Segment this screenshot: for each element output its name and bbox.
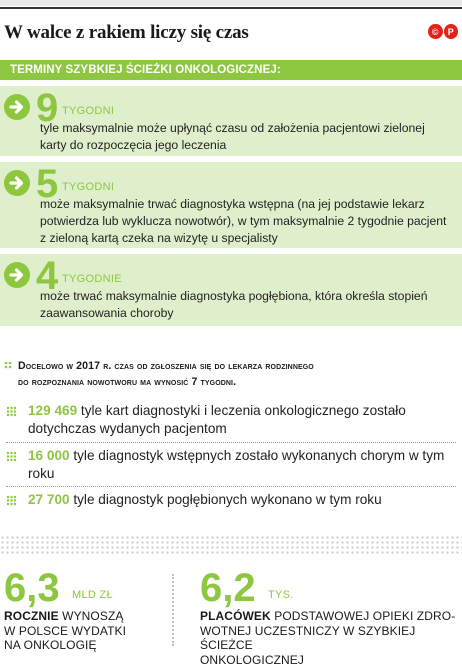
page-title: W walce z rakiem liczy się czas [4, 22, 249, 44]
arrow-right-icon [4, 94, 30, 120]
facilities-bold-word: PLACÓWEK [200, 609, 271, 623]
spending-line-3: NA ONKOLOGIĘ [4, 638, 169, 653]
dots-grid-icon [6, 495, 17, 506]
banner-text: TERMINY SZYBKIEJ ŚCIEŻKI ONKOLOGICZNEJ: [10, 64, 281, 76]
dots-grid-icon [6, 406, 17, 417]
spending-description [4, 609, 169, 653]
stat-text [28, 491, 453, 509]
term-description: może maksymalnie trwać diagnostyka wstępna (na jej podstawie lekarz potwierdza lub wyklucza nowotwór), w tym maksymalnie 2 tygodnie pacjent z zieloną kartą czeka na wizytę u specjalisty [40, 196, 450, 247]
facilities-number: 6,2 [200, 568, 256, 608]
facilities-description [200, 609, 458, 667]
goal-line-1: Docelowo w 2017 r. czas od zgłoszenia się do lekarza rodzinnego [18, 358, 448, 374]
term-unit: TYGODNIE [62, 273, 122, 285]
stat-item-cards [6, 402, 456, 440]
logo-p-mark: P [444, 24, 459, 39]
term-unit: TYGODNI [62, 181, 114, 193]
spending-bold-word: ROCZNIE [4, 609, 59, 623]
facilities-line-1: PODSTAWOWEJ OPIEKI ZDRO- [271, 609, 456, 623]
dotted-divider-band [0, 535, 462, 555]
stat-text [28, 447, 453, 483]
title-rule [0, 7, 462, 9]
section-banner [0, 60, 462, 80]
term-number: 9 [36, 88, 58, 128]
dots-grid-icon [6, 451, 17, 462]
spending-line-1: WYNOSZĄ [59, 609, 124, 623]
term-number: 4 [36, 256, 58, 296]
stat-description: tyle diagnostyk pogłębionych wykonano w tym roku [70, 492, 382, 507]
goal-statement [18, 358, 448, 390]
stat-number: 129 469 [28, 403, 77, 418]
dots-bullet-icon [4, 361, 14, 369]
term-block-9 [0, 86, 462, 156]
stat-separator [6, 442, 456, 443]
facilities-line-3: ONKOLOGICZNEJ [200, 653, 458, 667]
term-number: 5 [36, 164, 58, 204]
stat-item-initial-diagnostics [6, 447, 456, 485]
top-grey-band [0, 0, 462, 6]
logo-copyright-mark: © [428, 24, 443, 39]
stat-number: 16 000 [28, 448, 70, 463]
publisher-logo [428, 24, 458, 40]
stat-text [28, 402, 453, 438]
goal-line-2: do rozpoznania nowotworu ma wynosić 7 tygodni. [18, 374, 448, 390]
stat-description: tyle kart diagnostyki i leczenia onkologicznego zostało dotychczas wydanych pacjentom [28, 403, 406, 436]
term-unit: TYGODNI [62, 105, 114, 117]
facilities-line-2: WOTNEJ UCZESTNICZY W SZYBKIEJ ŚCIEŻCE [200, 624, 458, 653]
arrow-right-icon [4, 262, 30, 288]
term-description: może trwać maksymalnie diagnostyka pogłębiona, która określa stopień zaawansowania choroby [40, 288, 450, 322]
stat-separator [6, 486, 456, 487]
term-description: tyle maksymalnie może upłynąć czasu od założenia pacjentowi zielonej karty do rozpoczęcia jego leczenia [40, 120, 450, 154]
spending-line-2: W POLSCE WYDATKI [4, 624, 169, 639]
spending-unit: MLD ZŁ [72, 589, 113, 601]
arrow-right-icon [4, 170, 30, 196]
spending-number: 6,3 [4, 568, 60, 608]
stat-item-deep-diagnostics [6, 491, 456, 513]
column-divider [172, 574, 174, 646]
facilities-unit: TYS. [268, 589, 294, 601]
term-block-5 [0, 162, 462, 248]
stat-description: tyle diagnostyk wstępnych zostało wykonanych chorym w tym roku [28, 448, 444, 481]
term-block-4 [0, 254, 462, 326]
stat-number: 27 700 [28, 492, 70, 507]
